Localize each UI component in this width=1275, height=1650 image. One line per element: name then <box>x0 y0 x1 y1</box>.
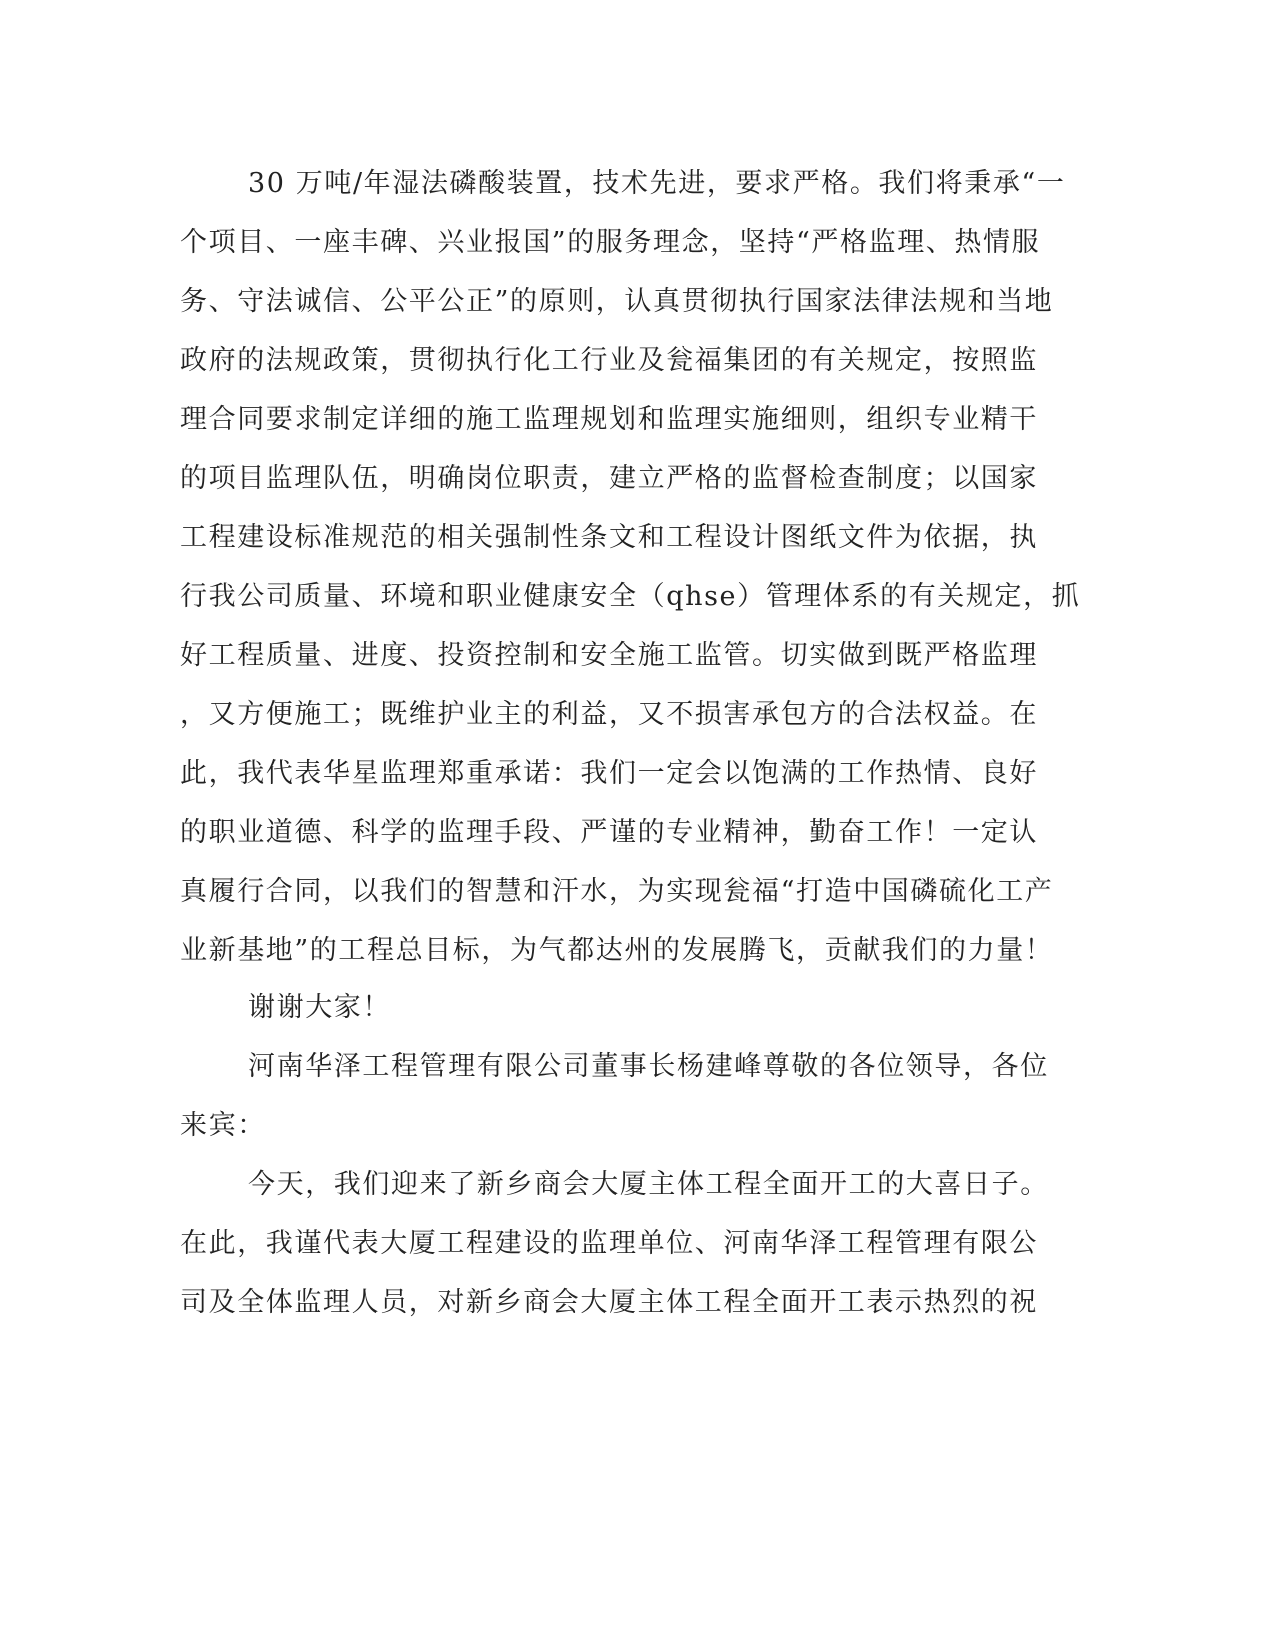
text-line: 来宾： <box>180 1110 266 1141</box>
text-line: 司及全体监理人员，对新乡商会大厦主体工程全面开工表示热烈的祝 <box>180 1287 1038 1318</box>
text-line: 理合同要求制定详细的施工监理规划和监理实施细则，组织专业精干 <box>180 404 1038 435</box>
text-line: 工程建设标准规范的相关强制性条文和工程设计图纸文件为依据，执 <box>180 522 1038 553</box>
text-line: 政府的法规政策，贯彻执行化工行业及瓮福集团的有关规定，按照监 <box>180 345 1038 376</box>
text-line: 在此，我谨代表大厦工程建设的监理单位、河南华泽工程管理有限公 <box>180 1228 1038 1259</box>
text-line: 谢谢大家！ <box>248 992 391 1023</box>
text-line: 30 万吨/年湿法磷酸装置，技术先进，要求严格。我们将秉承“一 <box>248 168 1066 199</box>
text-line: 个项目、一座丰碑、兴业报国”的服务理念，坚持“严格监理、热情服 <box>180 227 1041 258</box>
text-line: 真履行合同，以我们的智慧和汗水，为实现瓮福“打造中国磷硫化工产 <box>180 876 1054 907</box>
text-line: 的职业道德、科学的监理手段、严谨的专业精神，勤奋工作！一定认 <box>180 817 1038 848</box>
text-line: 行我公司质量、环境和职业健康安全（qhse）管理体系的有关规定，抓 <box>180 581 1081 612</box>
text-line: 河南华泽工程管理有限公司董事长杨建峰尊敬的各位领导，各位 <box>248 1051 1049 1082</box>
text-line: 业新基地”的工程总目标，为气都达州的发展腾飞，贡献我们的力量！ <box>180 935 1054 966</box>
text-line: ，又方便施工；既维护业主的利益，又不损害承包方的合法权益。在 <box>180 699 1038 730</box>
text-line: 的项目监理队伍，明确岗位职责，建立严格的监督检查制度；以国家 <box>180 463 1038 494</box>
text-line: 今天，我们迎来了新乡商会大厦主体工程全面开工的大喜日子。 <box>248 1169 1049 1200</box>
text-line: 此，我代表华星监理郑重承诺：我们一定会以饱满的工作热情、良好 <box>180 758 1038 789</box>
text-line: 务、守法诚信、公平公正”的原则，认真贯彻执行国家法律法规和当地 <box>180 286 1054 317</box>
text-line: 好工程质量、进度、投资控制和安全施工监管。切实做到既严格监理 <box>180 640 1038 671</box>
